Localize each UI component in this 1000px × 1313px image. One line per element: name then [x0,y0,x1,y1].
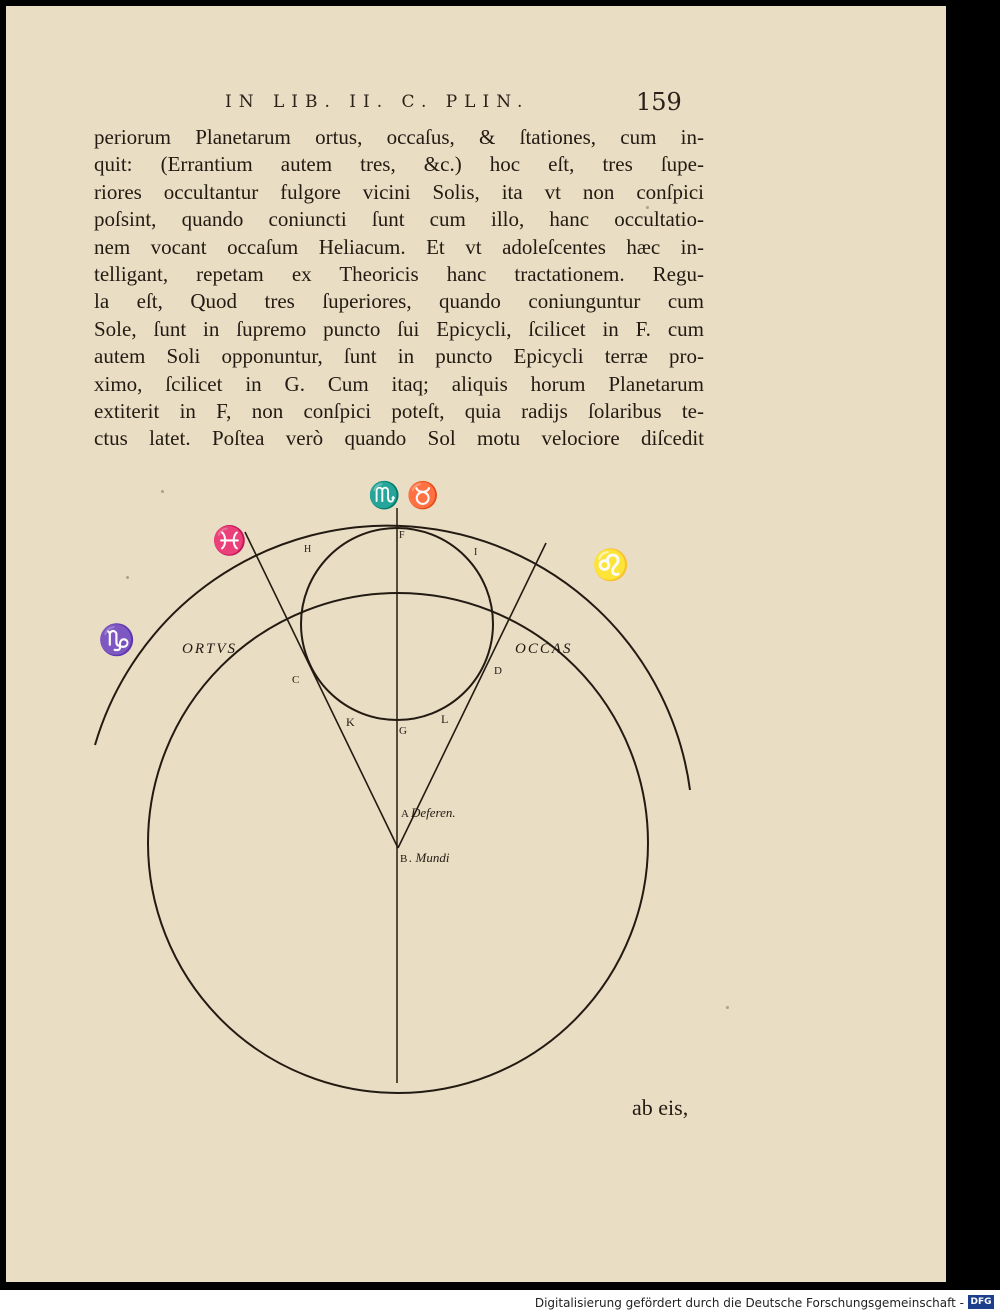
text-line: la eſt, Quod tres ſuperiores, quando coniunguntur cum [94,289,704,314]
point-k: K [346,715,355,729]
text-line: autem Soli opponuntur, ſunt in puncto Epicycli terræ pro- [94,344,704,369]
deferent-circle [148,593,648,1093]
text-line: ximo, ſcilicet in G. Cum itaq; aliquis horum Planetarum [94,371,704,396]
text-line: quit: (Errantium autem tres, &c.) hoc eſt, tres ſupe- [94,152,704,177]
tangent-right [398,543,546,848]
point-f: F [399,530,405,541]
tangent-left [245,532,398,848]
point-b: B [400,853,408,865]
dfg-logo: DFG [968,1295,994,1309]
point-g: G [399,725,407,737]
label-occas: OCCAS [515,641,573,657]
text-line: periorum Planetarum ortus, occaſus, & ſtationes, cum in- [94,125,704,149]
label-ortus: ORTVS [182,641,237,657]
text-line: telligant, repetam ex Theoricis hanc tractationem. Regu- [94,261,704,286]
running-head: IN LIB. II. C. PLIN. [225,92,530,112]
body-text [94,124,704,453]
sign-left-upper: ♓ [212,526,247,557]
text-line: poſsint, quando coniuncti ſunt cum illo, hanc occultatio- [94,207,704,232]
text-line: nem vocant occaſum Heliacum. Et vt adoleſcentes hæc in- [94,234,704,259]
point-a: A [401,808,409,820]
text-line: riores occultantur fulgore vicini Solis, ita vt non conſpici [94,179,704,204]
page-number: 159 [636,88,682,116]
text-line: extiterit in F, non conſpici poteſt, quia radijs ſolaribus te- [94,398,704,423]
point-l: L [441,712,449,726]
point-h: H [304,544,312,555]
scan-edge [946,0,1000,1290]
point-d: D [494,665,502,677]
funding-notice: Digitalisierung gefördert durch die Deutsche Forschungsgemeinschaft - [534,1296,964,1310]
epicycle-diagram [80,475,720,1095]
sign-right: ♌ [592,549,630,582]
label-deferens: Deferen. [411,805,456,820]
sign-left: ♑ [98,624,136,657]
point-c: C [292,674,300,686]
sign-top: ♏ ♉ [368,481,440,510]
point-i: I [474,547,478,558]
catchword: ab eis, [632,1095,689,1120]
text-line: ctus latet. Poſtea verò quando Sol motu velociore diſcedit [94,426,704,451]
text-line: Sole, ſunt in ſupremo puncto ſui Epicycli, ſcilicet in F. cum [94,316,704,341]
label-mundi: . Mundi [409,850,450,865]
